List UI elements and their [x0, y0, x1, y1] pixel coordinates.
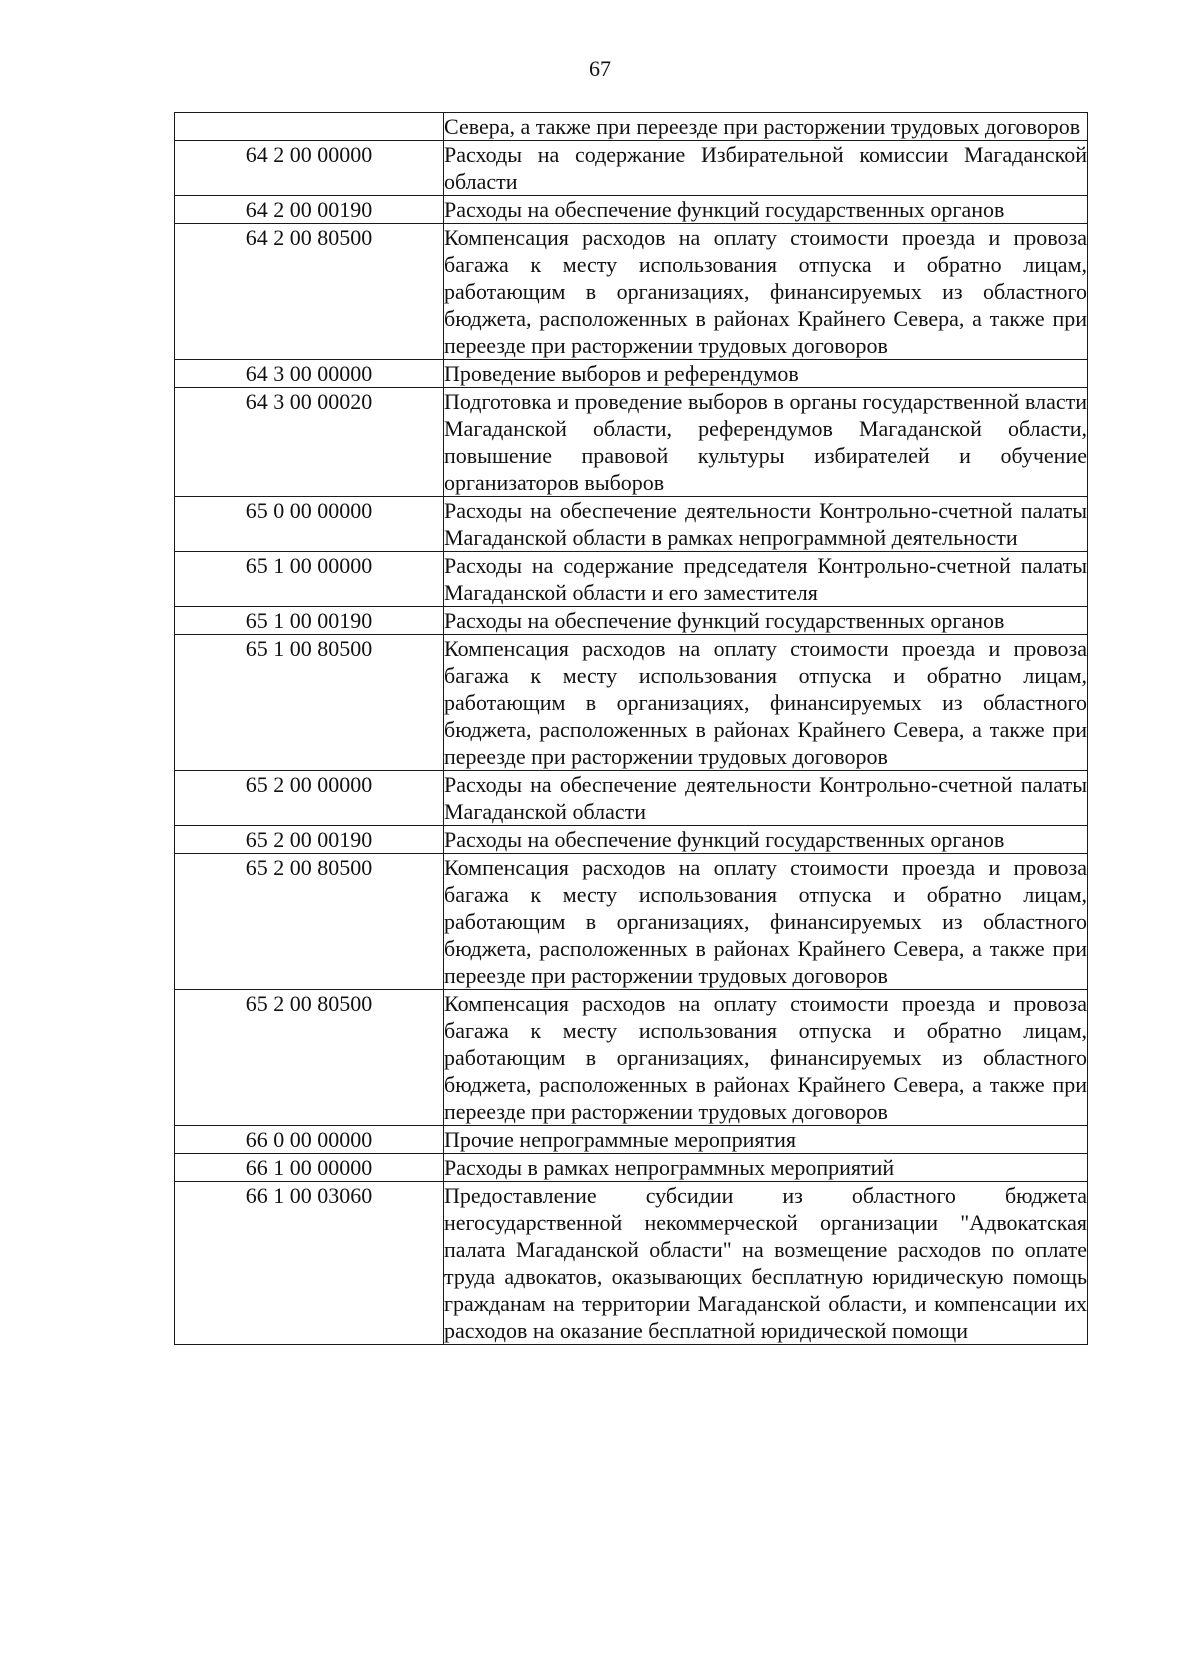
table-row	[175, 1182, 1088, 1345]
code-cell: 65 1 00 00190	[175, 607, 444, 635]
description-cell: Расходы на содержание Избирательной комиссии Магаданской области	[444, 142, 1087, 194]
code-cell: 64 3 00 00000	[175, 360, 444, 388]
table-row	[175, 826, 1088, 854]
code-cell: 66 1 00 00000	[175, 1154, 444, 1182]
table-body	[175, 113, 1088, 1345]
table-row	[175, 113, 1088, 141]
code-cell: 65 1 00 80500	[175, 635, 444, 771]
table-row	[175, 552, 1088, 607]
code-cell: 66 1 00 03060	[175, 1182, 444, 1345]
table-row	[175, 224, 1088, 360]
code-cell: 65 0 00 00000	[175, 497, 444, 552]
table-row	[175, 771, 1088, 826]
description-cell: Расходы в рамках непрограммных мероприятий	[444, 1154, 1088, 1182]
description-cell: Прочие непрограммные мероприятия	[444, 1126, 1088, 1154]
description-cell: Компенсация расходов на оплату стоимости проезда и провоза багажа к месту использования отпуска и обратно лицам, работающим в организациях, финансируемых из областного бюджета, расположенных в районах Крайнего Севера, а также при переезде при расторжении трудовых договоров	[444, 855, 1087, 988]
code-cell: 64 2 00 80500	[175, 224, 444, 360]
description-cell: Расходы на обеспечение деятельности Контрольно-счетной палаты Магаданской области	[444, 772, 1087, 824]
table-row	[175, 607, 1088, 635]
code-cell: 64 2 00 00190	[175, 196, 444, 224]
budget-code-table	[174, 112, 1088, 1345]
code-cell: 66 0 00 00000	[175, 1126, 444, 1154]
code-cell: 65 2 00 00000	[175, 771, 444, 826]
code-cell: 65 1 00 00000	[175, 552, 444, 607]
table-row	[175, 196, 1088, 224]
code-cell: 64 2 00 00000	[175, 141, 444, 196]
code-cell: 65 2 00 00190	[175, 826, 444, 854]
description-cell: Расходы на содержание председателя Контрольно-счетной палаты Магаданской области и его заместителя	[444, 553, 1087, 605]
description-cell: Подготовка и проведение выборов в органы государственной власти Магаданской области, референдумов Магаданской области, повышение правовой культуры избирателей и обучение организаторов выборов	[444, 389, 1087, 495]
description-cell: Расходы на обеспечение деятельности Контрольно-счетной палаты Магаданской области в рамках непрограммной деятельности	[444, 498, 1087, 550]
code-cell: 64 3 00 00020	[175, 388, 444, 497]
description-cell: Компенсация расходов на оплату стоимости проезда и провоза багажа к месту использования отпуска и обратно лицам, работающим в организациях, финансируемых из областного бюджета, расположенных в районах Крайнего Севера, а также при переезде при расторжении трудовых договоров	[444, 636, 1087, 769]
table-row	[175, 635, 1088, 771]
description-cell: Севера, а также при переезде при расторжении трудовых договоров	[444, 113, 1088, 141]
description-cell: Предоставление субсидии из областного бюджета негосударственной некоммерческой организации "Адвокатская палата Магаданской области" на возмещение расходов по оплате труда адвокатов, оказывающих бесплатную юридическую помощь гражданам на территории Магаданской области, и компенсации их расходов на оказание бесплатной юридической помощи	[444, 1183, 1087, 1343]
table-row	[175, 497, 1088, 552]
table-row	[175, 141, 1088, 196]
description-cell: Компенсация расходов на оплату стоимости проезда и провоза багажа к месту использования отпуска и обратно лицам, работающим в организациях, финансируемых из областного бюджета, расположенных в районах Крайнего Севера, а также при переезде при расторжении трудовых договоров	[444, 225, 1087, 358]
description-cell: Расходы на обеспечение функций государственных органов	[444, 607, 1088, 635]
code-cell: 65 2 00 80500	[175, 854, 444, 990]
description-cell: Проведение выборов и референдумов	[444, 360, 1088, 388]
table-row	[175, 1154, 1088, 1182]
table-row	[175, 854, 1088, 990]
description-cell: Компенсация расходов на оплату стоимости проезда и провоза багажа к месту использования отпуска и обратно лицам, работающим в организациях, финансируемых из областного бюджета, расположенных в районах Крайнего Севера, а также при переезде при расторжении трудовых договоров	[444, 991, 1087, 1124]
table-row	[175, 990, 1088, 1126]
description-cell: Расходы на обеспечение функций государственных органов	[444, 826, 1088, 854]
table-row	[175, 360, 1088, 388]
description-cell: Расходы на обеспечение функций государственных органов	[444, 196, 1088, 224]
page-number: 67	[589, 56, 611, 81]
code-cell: 65 2 00 80500	[175, 990, 444, 1126]
table-row	[175, 1126, 1088, 1154]
table-row	[175, 388, 1088, 497]
code-cell	[175, 113, 444, 141]
